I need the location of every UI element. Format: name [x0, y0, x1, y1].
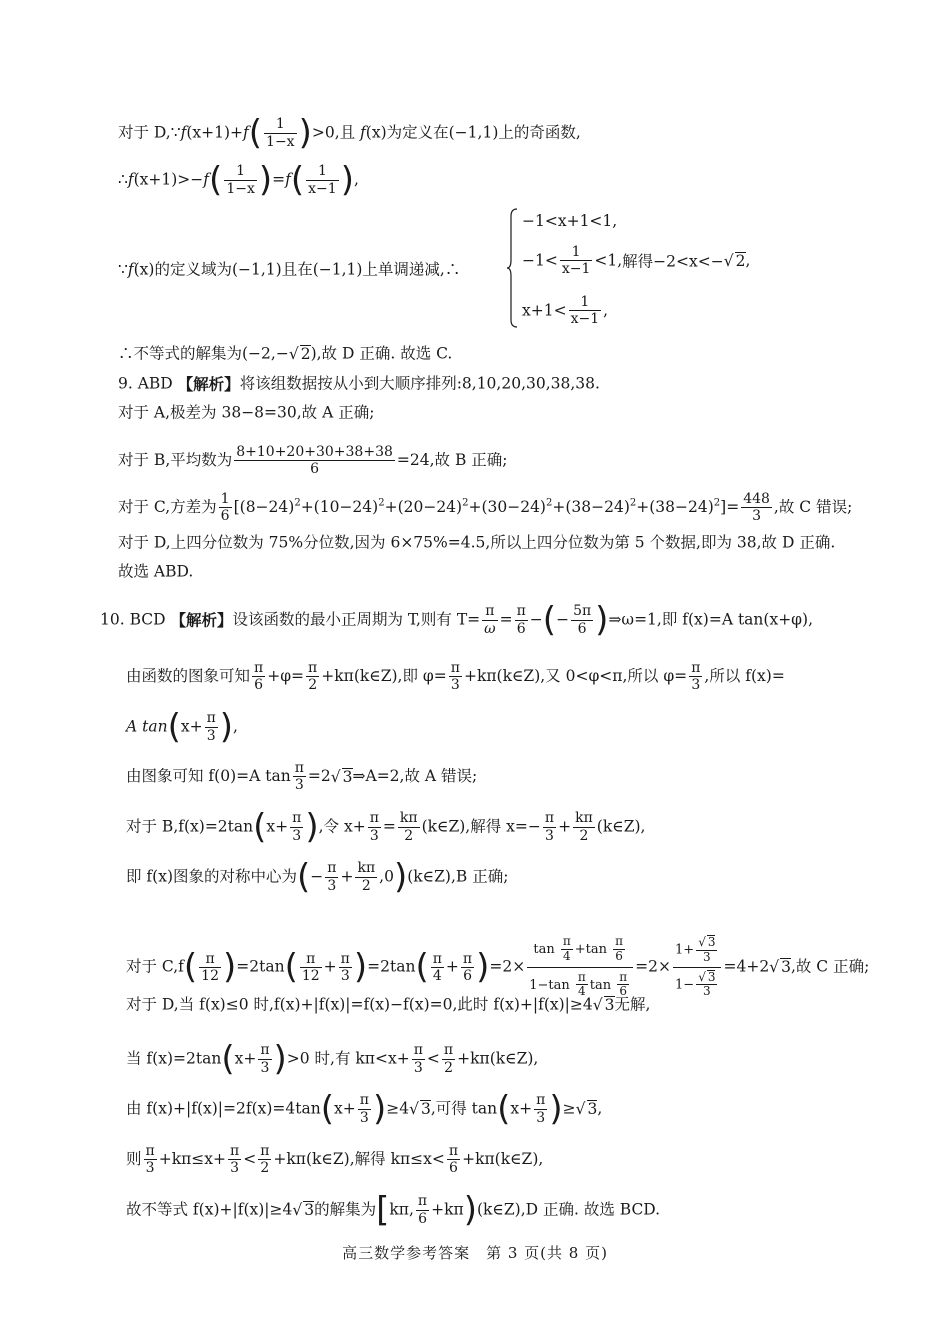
q9-line-3: 对于 B,平均数为 $\frac{8+10+20+30+38+38}{6}$ =24,故 B 正确;: [118, 444, 508, 478]
q10-line-5: 对于 B,f(x)=2tan(x+ $\frac{\pi}{3}$ ),令 x+ $\frac{\pi}{3}$ = $\frac{k\pi}{2}$ (k∈Z),解得 x=− $\frac{\pi}{3}$ + $\frac{k\pi}{2}$ (k∈Z),: [126, 807, 646, 847]
q10-line-3: A tan(x+ $\frac{\pi}{3}$ ),: [126, 707, 238, 747]
page-footer: 高三数学参考答案 第 3 页(共 8 页): [342, 1244, 608, 1262]
q10-line-8: 对于 D,当 f(x)≤0 时,f(x)+|f(x)|=f(x)−f(x)=0,此时 f(x)+|f(x)|≥4√ 3无解,: [126, 995, 651, 1014]
q10-line-7: 对于 C,f( $\frac{\pi}{12}$ )=2tan( $\frac{\pi}{12}$ + $\frac{\pi}{3}$ )=2tan( $\frac{\pi}{4}$ + $\frac{\pi}{6}$ )=2× tan $\frac{\pi}{4}$ +tan $\frac{\pi}{6}$ 1−tan $\frac{\pi}{4}$ tan $\frac{\pi}{6}$ =2× 1+ $\frac{√ 3}{3}$ 1− $\frac{√ 3}{3}$ =4+2√ 3,故 C 正确;: [126, 934, 870, 999]
system-row-3: x+1< $\frac{1}{x-1}$ ,: [522, 294, 609, 328]
analysis-tag: 【解析】: [170, 610, 233, 630]
q10-line-1: 10. BCD 【解析】设该函数的最小正周期为 T,则有 T= $\frac{\pi}{\omega}$ = $\frac{\pi}{6}$ −(− $\frac{5\pi}{6}$ )⇒ω=1,即 f(x)=A tan(x+φ),: [100, 600, 814, 640]
q10-number: 10. BCD: [100, 610, 166, 629]
q10-line-9: 当 f(x)=2tan(x+ $\frac{\pi}{3}$ )>0 时,有 kπ<x+ $\frac{\pi}{3}$ < $\frac{\pi}{2}$ +kπ(k∈Z),: [126, 1039, 539, 1079]
left-brace-icon: [506, 208, 518, 328]
q10-line-10: 由 f(x)+|f(x)|=2f(x)=4tan(x+ $\frac{\pi}{3}$ )≥4√ 3,可得 tan(x+ $\frac{\pi}{3}$ )≥√ 3,: [126, 1089, 603, 1129]
q9-line-2: 对于 A,极差为 38−8=30,故 A 正确;: [118, 403, 375, 422]
q9-number: 9. ABD: [118, 374, 173, 393]
q9-line-4: 对于 C,方差为 $\frac{1}{6}$ $[(8-24)^2+(10-24)^2+(20-24)^2+(30-24)^2+(38-24)^2+(38-24)^2]=$ $\frac{448}{3}$ ,故 C 错误;: [118, 491, 853, 525]
q8-inequality-system: [506, 208, 786, 333]
q10-line-12: 故不等式 f(x)+|f(x)|≥4√ 3的解集为[kπ, $\frac{\pi}{6}$ +kπ)(k∈Z),D 正确. 故选 BCD.: [126, 1190, 661, 1230]
q10-line-4: 由图象可知 f(0)=A tan $\frac{\pi}{3}$ =2√ 3⇒A=2,故 A 错误;: [126, 760, 478, 794]
q10-line-11: 则 $\frac{\pi}{3}$ +kπ≤x+ $\frac{\pi}{3}$ < $\frac{\pi}{2}$ +kπ(k∈Z),解得 kπ≤x< $\frac{\pi}{6}$ +kπ(k∈Z),: [126, 1143, 544, 1177]
system-row-1: −1<x+1<1,: [522, 212, 618, 230]
q9-line-1: 9. ABD 【解析】将该组数据按从小到大顺序排列:8,10,20,30,38,38.: [118, 374, 600, 394]
q9-line-5: 对于 D,上四分位数为 75%分位数,因为 6×75%=4.5,所以上四分位数为第 5 个数据,即为 38,故 D 正确.: [118, 533, 836, 552]
q9-line-6: 故选 ABD.: [118, 562, 194, 581]
system-row-2: −1< $\frac{1}{x-1}$ <1,解得−2<x<−√ 2,: [522, 244, 751, 278]
analysis-tag: 【解析】: [177, 374, 240, 394]
q8-line-2: ∴f(x+1)>−f( $\frac{1}{1-x}$ )=f( $\frac{1}{x-1}$ ),: [118, 160, 359, 200]
q8-line-4: ∴不等式的解集为(−2,−√ 2),故 D 正确. 故选 C.: [118, 344, 453, 363]
q8-line-3-text: ∵f(x)的定义域为(−1,1)且在(−1,1)上单调递减,∴: [118, 260, 461, 279]
q8-line-1: 对于 D,∵f(x+1)+f( $\frac{1}{1-x}$ )>0,且 f(x)为定义在(−1,1)上的奇函数,: [118, 113, 581, 153]
q10-line-6: 即 f(x)图象的对称中心为(− $\frac{\pi}{3}$ + $\frac{k\pi}{2}$ ,0)(k∈Z),B 正确;: [126, 857, 509, 897]
q10-line-2: 由函数的图象可知 $\frac{\pi}{6}$ +φ= $\frac{\pi}{2}$ +kπ(k∈Z),即 φ= $\frac{\pi}{3}$ +kπ(k∈Z),又 0<φ<π,所以 φ= $\frac{\pi}{3}$ ,所以 f(x)=: [126, 660, 785, 694]
